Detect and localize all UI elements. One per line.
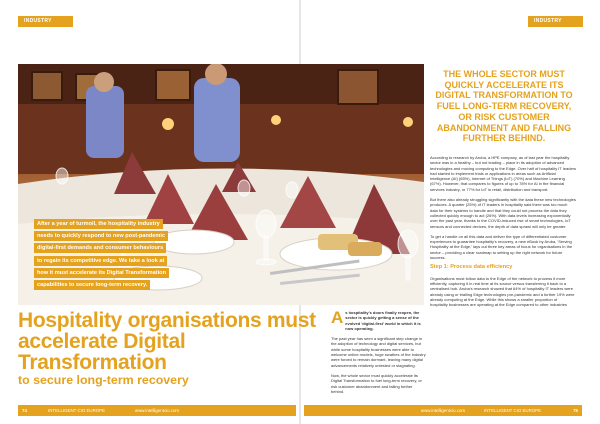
section-tab-right: INDUSTRY WATCH <box>528 16 583 27</box>
body-paragraph: Organisations must follow data to the Edge of the network to process it more efficiently, capturing it in real time at its source versus transferring it back to a centralised hub. Aruba's research showed that 64% of hospitality IT leaders were already using or trialling Edge technologies pre-pandemic and a further 19% were already computing at the Edge. While this shows a smaller proportion of hospitality businesses are operating at the Edge compared to other industries <box>430 275 575 308</box>
body-paragraph: To get a handle on all this data and deliver the type of differentiated customer experiences to guarantee hospitality's recovery, a new eBook by Aruba, 'Serving Hospitality at the Edge,' lays out three key areas of focus for organisations in the sector – providing a clear roadmap to setting up the right network for future success. <box>430 233 573 261</box>
caption-line: digital-first demands and consumer behaviours <box>34 243 166 253</box>
footer-url-left[interactable]: www.intelligentcio.com <box>134 408 180 413</box>
article-body-right <box>430 155 576 312</box>
body-paragraph: The past year has seen a significant step change in the adoption of technology and digital services, but while some hospitality businesses were able to welcome online models, huge swathes of the industry were forced to remain dormant, leaving many digital advancements relatively untested or stagnating. <box>331 336 426 368</box>
footer-right <box>304 405 582 416</box>
photo-caption <box>34 218 220 291</box>
article-headline: Hospitality organisations must accelerate Digital Transformation <box>18 309 316 374</box>
section-heading: Step 1: Process data efficiency <box>430 264 513 271</box>
intro-text: s hospitality's doors finally reopen, the sector is quickly getting a sense of the evolved 'digital-first' world in which it is now operating. <box>345 310 421 331</box>
page-number-right: 75 <box>573 408 578 413</box>
article-body-intro <box>331 310 426 399</box>
drop-cap: A <box>331 308 344 327</box>
caption-line: After a year of turmoil, the hospitality industry <box>34 219 163 229</box>
footer-left <box>18 405 296 416</box>
section-tab-left: INDUSTRY WATCH <box>18 16 73 27</box>
footer-publication-right: INTELLIGENT CIO EUROPE <box>484 408 542 413</box>
page-number-left: 74 <box>22 408 27 413</box>
pull-quote: THE WHOLE SECTOR MUST QUICKLY ACCELERATE ITS DIGITAL TRANSFORMATION TO FUEL LONG-TERM RECOVERY, OR RISK CUSTOMER ABANDONMENT AND FALLING FURTHER BEHIND. <box>435 69 573 144</box>
body-paragraph: But there also already struggling significantly with the data these new technologies produces. A quarter (25%) of IT leaders in hospitality said there was too much data for their systems to handle and that they could not process the data they collected quickly enough to act (26%). With data levels increasing exponentially over the past year, thanks to the COVID-induced rise of smart technologies, IoT sensors and connected devices, the depth of data sprawl will only be greater. <box>430 197 576 229</box>
article-subheadline: to secure long-term recovery <box>18 373 189 387</box>
body-paragraph: According to research by Aruba, a HPE company, as of last year the hospitality sector was in a healthy – but not leading – place in its adoption of advanced technologies and moving computing to the Edge. Over half of hospitality IT leaders had started to implement trials or applications in areas such as Artificial Intelligence (AI) (65%), Internet of Things (IoT) (70%) and Machine Learning (67%). However, that compares to figures of up to 78% for AI in the financial services industry, or 77% for IoT in retail, distribution and transport. <box>430 155 577 192</box>
caption-line: needs to quickly respond to new post-pandemic <box>34 231 168 241</box>
caption-line: capabilities to secure long-term recovery. <box>34 280 150 290</box>
caption-line: how it must accelerate its Digital Transformation <box>34 268 169 278</box>
footer-url-right[interactable]: www.intelligentcio.com <box>420 408 466 413</box>
caption-line: to regain its competitive edge. We take a look at <box>34 256 167 266</box>
body-paragraph: Now, the whole sector must quickly accelerate its Digital Transformation to fuel long-term recovery, or risk customer abandonment and falling further behind. <box>331 372 422 394</box>
intro-paragraph <box>331 310 426 336</box>
footer-publication-left: INTELLIGENT CIO EUROPE <box>48 408 106 413</box>
